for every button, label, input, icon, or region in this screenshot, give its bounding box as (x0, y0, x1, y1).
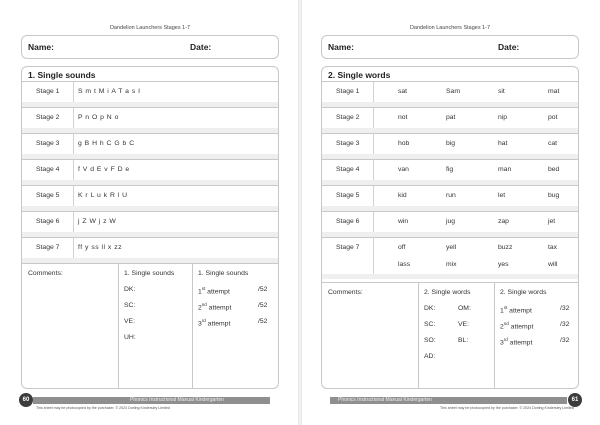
word-cell: big (446, 140, 456, 147)
word-cell: off (398, 244, 406, 251)
word-cell: cat (548, 140, 558, 147)
attempt-score: /52 (258, 302, 268, 309)
col2-title: 1. Single sounds (124, 270, 175, 277)
tester-code: DK: (124, 286, 136, 293)
stage-row (322, 211, 578, 232)
tester-code: SO: (424, 337, 436, 344)
attempt-label (198, 318, 230, 327)
stage-label: Stage 2 (36, 114, 60, 121)
word-cell: buzz (498, 244, 513, 251)
sound-list: K r L u k R l U (78, 192, 128, 199)
attempt-number: 2 (198, 304, 202, 312)
section-title: 2. Single words (328, 70, 391, 80)
word-cell: fig (446, 166, 454, 173)
row-divider (373, 108, 374, 129)
attempt-ordinal: nd (201, 302, 207, 307)
stage-label: Stage 7 (36, 244, 60, 251)
attempt-label (500, 337, 532, 346)
row-divider (373, 134, 374, 155)
word-cell: zap (498, 218, 509, 225)
page-number: 61 (568, 393, 582, 407)
stage-row (322, 133, 578, 154)
tester-code: VE: (124, 318, 135, 325)
row-divider (373, 186, 374, 207)
word-cell: sat (398, 88, 408, 95)
word-cell: lass (398, 261, 411, 268)
word-cell: run (446, 192, 456, 199)
stage-label: Stage 2 (336, 114, 360, 121)
attempt-ordinal: rd (503, 337, 508, 342)
attempt-score: /52 (258, 318, 268, 325)
stage-row (22, 159, 278, 180)
tester-code: SC: (424, 321, 436, 328)
stage-row (22, 237, 278, 258)
stage-label: Stage 5 (336, 192, 360, 199)
row-divider (373, 82, 374, 103)
stage-label: Stage 1 (36, 88, 60, 95)
tester-code: AD: (424, 353, 436, 360)
col3-title: 1. Single sounds (198, 270, 249, 277)
row-divider (373, 212, 374, 233)
stage-label: Stage 1 (336, 88, 360, 95)
word-cell: hob (398, 140, 410, 147)
row-divider (73, 82, 74, 103)
attempt-score: /32 (560, 337, 570, 344)
stage-row (322, 237, 578, 274)
word-cell: Sam (446, 88, 460, 95)
name-label: Name: (328, 42, 354, 52)
stage-row (22, 107, 278, 128)
single-words-panel (321, 66, 579, 389)
tester-code: VE: (458, 321, 469, 328)
word-cell: sit (498, 88, 505, 95)
comments-box (322, 282, 578, 389)
word-cell: nip (498, 114, 508, 121)
stage-label: Stage 3 (336, 140, 360, 147)
word-cell: not (398, 114, 408, 121)
legal-text: This sheet may be photocopied by the purchaser. © 2024 Dorling Kindersley Limited (440, 406, 574, 410)
stage-row (22, 133, 278, 154)
sound-list: f V d E v F D e (78, 166, 130, 173)
attempt-word: attempt (508, 323, 534, 331)
word-cell: bug (548, 192, 560, 199)
date-label: Date: (190, 42, 212, 52)
row-divider (73, 160, 74, 181)
attempt-word: attempt (507, 339, 533, 347)
attempt-number: 2 (500, 323, 504, 331)
series-title: Dandelion Launchers Stages 1-7 (409, 25, 491, 31)
word-cell: let (498, 192, 506, 199)
sound-list: g B H h C G b C (78, 140, 135, 147)
stage-row (322, 107, 578, 128)
section-title: 1. Single sounds (28, 70, 96, 80)
stage-row (322, 159, 578, 180)
stage-row (22, 81, 278, 102)
stage-label: Stage 5 (36, 192, 60, 199)
row-divider (373, 160, 374, 181)
stage-label: Stage 7 (336, 244, 360, 251)
attempt-score: /32 (560, 305, 570, 312)
attempt-label (198, 286, 230, 295)
attempt-label (500, 305, 532, 314)
comments-label: Comments: (28, 270, 63, 277)
right-page (300, 0, 600, 425)
stage-row (322, 81, 578, 102)
attempt-ordinal: rd (201, 318, 206, 323)
single-sounds-panel (21, 66, 279, 389)
page-number: 60 (19, 393, 33, 407)
word-cell: tax (548, 244, 558, 251)
attempt-word: attempt (205, 320, 231, 328)
stage-label: Stage 6 (36, 218, 60, 225)
stage-label: Stage 4 (336, 166, 360, 173)
name-date-box (21, 35, 279, 59)
sound-list: ff y ss ll x zz (78, 244, 123, 251)
legal-text: This sheet may be photocopied by the purchaser. © 2024 Dorling Kindersley Limited (36, 406, 170, 410)
stage-row (22, 211, 278, 232)
stage-label: Stage 6 (336, 218, 360, 225)
word-cell: hat (498, 140, 508, 147)
attempt-score: /32 (560, 321, 570, 328)
tester-code: DK: (424, 305, 436, 312)
attempt-number: 3 (500, 339, 504, 347)
series-title: Dandelion Launchers Stages 1-7 (109, 25, 191, 31)
attempt-word: attempt (507, 307, 532, 315)
tester-code: SC: (124, 302, 136, 309)
attempt-ordinal: nd (503, 321, 509, 326)
col3-title: 2. Single words (500, 289, 547, 296)
attempt-label (198, 302, 231, 311)
word-cell: bed (548, 166, 560, 173)
stage-label: Stage 3 (36, 140, 60, 147)
word-cell: yell (446, 244, 457, 251)
row-divider (73, 238, 74, 259)
comments-box (22, 263, 278, 389)
footer-text: Phonics Instructional Manual Kindergarten (130, 397, 224, 403)
sound-list: P n O p N o (78, 114, 119, 121)
attempt-word: attempt (206, 304, 232, 312)
word-cell: pat (446, 114, 456, 121)
name-date-box (321, 35, 579, 59)
row-divider (373, 238, 374, 275)
stage-label: Stage 4 (36, 166, 60, 173)
tester-code: UH: (124, 334, 136, 341)
row-band (322, 274, 578, 279)
word-cell: kid (398, 192, 407, 199)
attempt-ordinal: st (503, 305, 508, 310)
date-label: Date: (498, 42, 520, 52)
tester-code: OM: (458, 305, 471, 312)
word-cell: win (398, 218, 409, 225)
stage-row (322, 185, 578, 206)
attempt-number: 1 (500, 307, 504, 315)
attempt-ordinal: st (201, 286, 206, 291)
stage-row (22, 185, 278, 206)
word-cell: mat (548, 88, 560, 95)
word-cell: jet (548, 218, 556, 225)
word-cell: man (498, 166, 512, 173)
name-label: Name: (28, 42, 54, 52)
attempt-label (500, 321, 533, 330)
col2-title: 2. Single words (424, 289, 471, 296)
book-spine (298, 0, 302, 425)
word-cell: mix (446, 261, 457, 268)
attempt-number: 1 (198, 288, 202, 296)
word-cell: yes (498, 261, 509, 268)
row-divider (73, 212, 74, 233)
word-cell: pot (548, 114, 558, 121)
attempt-score: /52 (258, 286, 268, 293)
sound-list: S m t M i A T a s I (78, 88, 141, 95)
footer-text: Phonics Instructional Manual Kindergarten (338, 397, 432, 403)
tester-code: BL: (458, 337, 469, 344)
row-divider (73, 186, 74, 207)
comments-label: Comments: (328, 289, 363, 296)
word-cell: van (398, 166, 409, 173)
attempt-word: attempt (205, 288, 230, 296)
word-cell: jug (446, 218, 456, 225)
sound-list: j Z W j z W (78, 218, 117, 225)
row-divider (73, 108, 74, 129)
word-cell: will (548, 261, 558, 268)
row-divider (73, 134, 74, 155)
attempt-number: 3 (198, 320, 202, 328)
